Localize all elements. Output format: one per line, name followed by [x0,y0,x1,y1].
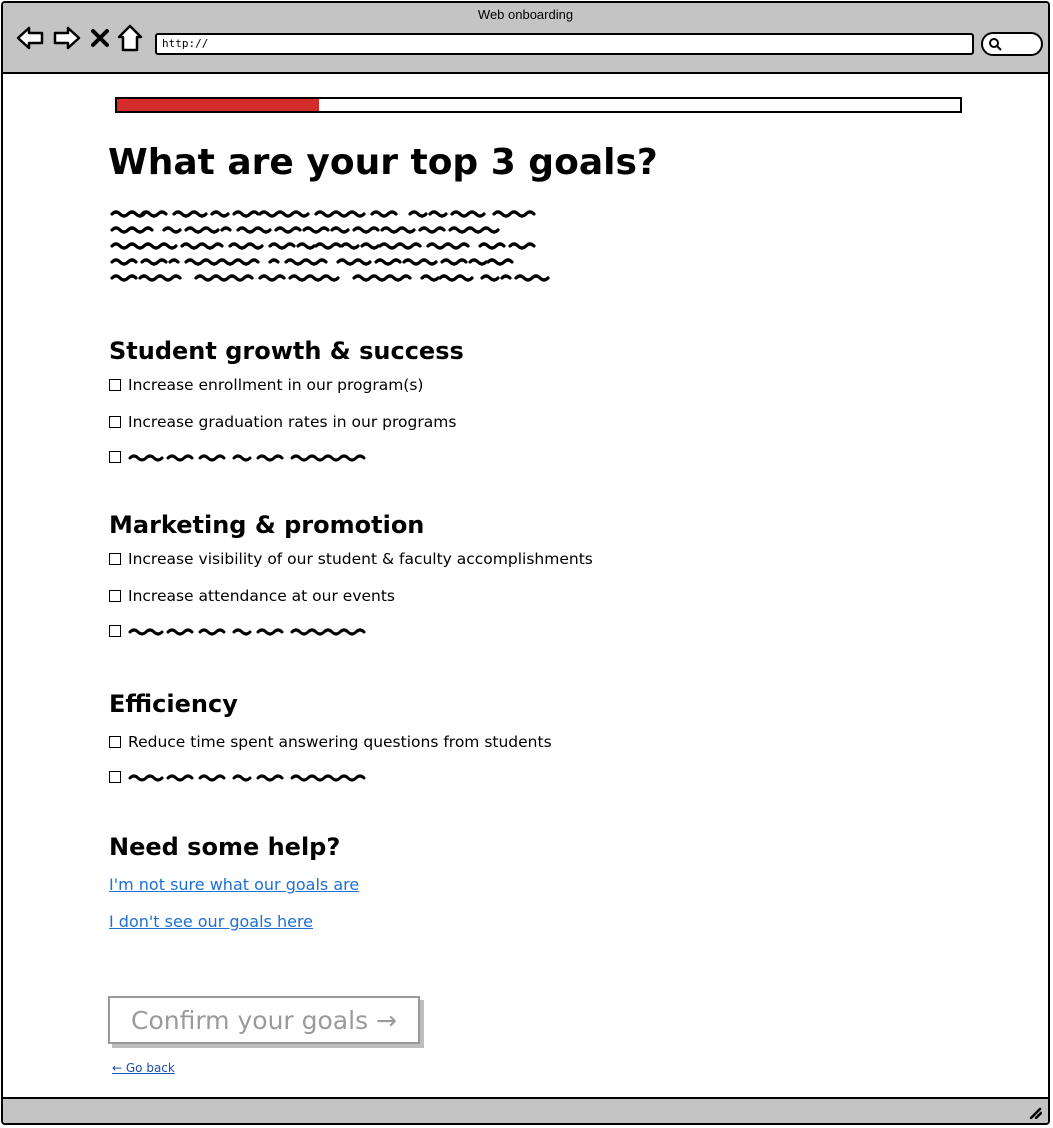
placeholder-text [128,452,374,462]
goal-option[interactable] [109,550,593,568]
placeholder-text [128,772,374,782]
goal-option-placeholder[interactable] [109,451,374,463]
placeholder-paragraph [110,208,600,288]
goal-option-label: Increase enrollment in our program(s) [128,376,424,394]
section-title-efficiency: Efficiency [109,690,238,718]
checkbox[interactable] [109,379,121,391]
goal-option-label: Increase visibility of our student & faculty accomplishments [128,550,593,568]
search-icon [988,37,1002,51]
page-title: What are your top 3 goals? [108,142,658,183]
goal-option-placeholder[interactable] [109,771,374,783]
placeholder-text [128,626,374,636]
go-back-link[interactable]: ← Go back [112,1061,175,1075]
checkbox[interactable] [109,451,121,463]
progress-fill [117,99,319,111]
goal-option[interactable] [109,587,395,605]
status-bar [3,1097,1048,1123]
close-icon[interactable] [89,23,111,53]
confirm-goals-button[interactable]: Confirm your goals → [108,996,420,1044]
goals-unsure-link[interactable]: I'm not sure what our goals are [109,875,360,894]
checkbox[interactable] [109,625,121,637]
goal-option-label: Reduce time spent answering questions from students [128,733,552,751]
goal-option-placeholder[interactable] [109,625,374,637]
checkbox[interactable] [109,553,121,565]
browser-window [1,1,1050,1125]
section-title-student-growth: Student growth & success [109,337,464,365]
goal-option[interactable] [109,413,456,431]
back-arrow-icon[interactable] [15,23,45,53]
checkbox[interactable] [109,771,121,783]
goal-option-label: Increase graduation rates in our programs [128,413,457,431]
url-bar[interactable]: http:// [155,33,974,55]
title-bar [3,3,1048,74]
goal-option-label: Increase attendance at our events [128,587,396,605]
checkbox[interactable] [109,736,121,748]
progress-bar [115,97,962,113]
help-title: Need some help? [109,833,341,861]
goal-option[interactable] [109,376,423,394]
checkbox[interactable] [109,416,121,428]
search-field[interactable] [981,32,1043,56]
home-icon[interactable] [117,23,143,53]
section-title-marketing: Marketing & promotion [109,511,425,539]
goals-missing-link[interactable]: I don't see our goals here [109,912,314,931]
resize-grip-icon[interactable] [1028,1105,1042,1119]
window-title: Web onboarding [477,7,574,22]
forward-arrow-icon[interactable] [52,23,82,53]
checkbox[interactable] [109,590,121,602]
goal-option[interactable] [109,733,552,751]
